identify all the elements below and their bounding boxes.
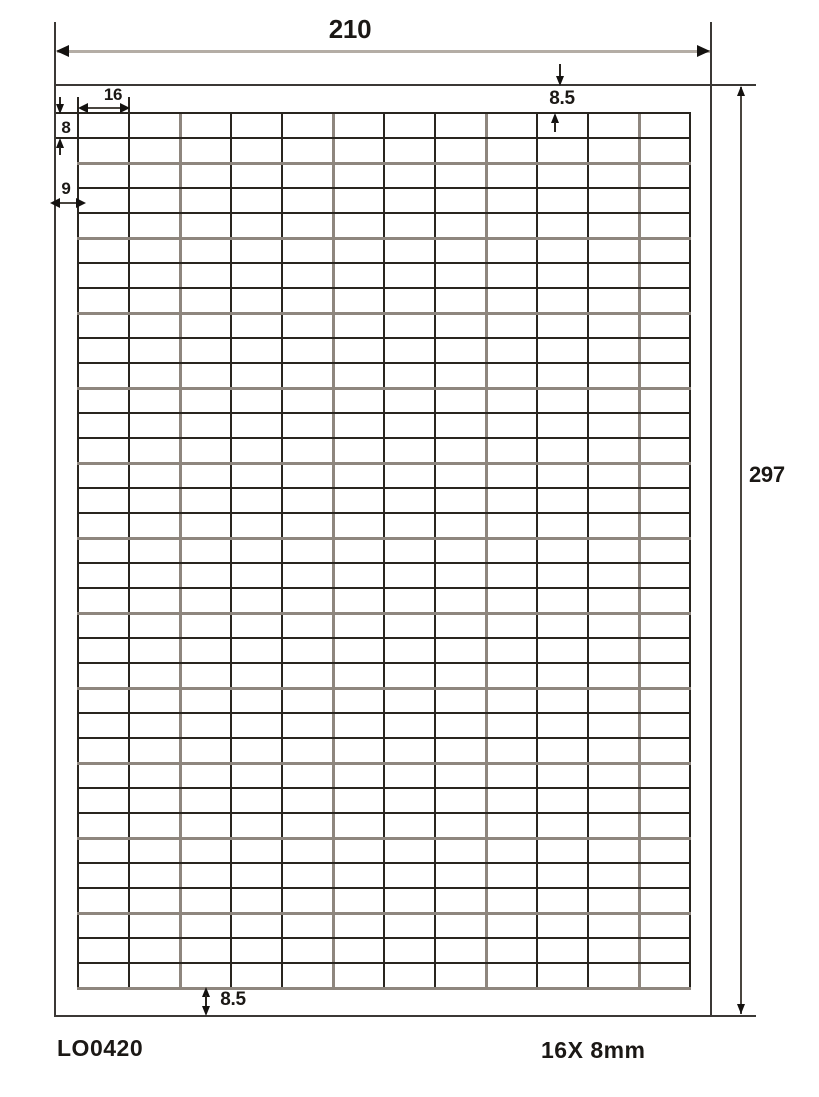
grid-line-horizontal: [77, 337, 691, 339]
grid-line-horizontal: [77, 787, 691, 789]
grid-line-horizontal: [77, 287, 691, 289]
arrow-right-icon: [76, 198, 86, 208]
dim-sheet-width-label: 210: [328, 14, 372, 44]
product-code: LO0420: [57, 1035, 144, 1061]
grid-line-horizontal: [77, 362, 691, 364]
grid-line-horizontal: [77, 237, 691, 240]
grid-line-horizontal: [77, 737, 691, 739]
grid-line-horizontal: [77, 762, 691, 765]
grid-line-vertical: [485, 112, 488, 989]
grid-line-vertical: [536, 112, 538, 989]
grid-line-vertical: [587, 112, 589, 989]
arrow-down-icon: [737, 1004, 745, 1014]
sheet-edge-top: [55, 84, 756, 86]
grid-line-horizontal: [77, 487, 691, 489]
grid-line-horizontal: [77, 837, 691, 840]
grid-line-vertical: [230, 112, 232, 989]
dim-margin-top-label: 8.5: [549, 88, 575, 109]
grid-line-vertical: [434, 112, 436, 989]
dim-label-width-label: 16: [103, 85, 123, 104]
grid-line-horizontal: [77, 187, 691, 189]
grid-line-horizontal: [77, 687, 691, 690]
arrow-down-icon: [56, 104, 64, 114]
grid-line-horizontal: [77, 162, 691, 165]
arrow-down-icon: [202, 1006, 210, 1016]
grid-line-vertical: [383, 112, 385, 989]
dim-margin-left-label: 9: [61, 179, 71, 198]
dim-margin-bottom-label: 8.5: [220, 989, 246, 1010]
grid-line-vertical: [179, 112, 182, 989]
grid-line-vertical: [638, 112, 641, 989]
grid-line-vertical: [281, 112, 283, 989]
grid-line-horizontal: [77, 587, 691, 589]
dim-sheet-height-label: 297: [749, 462, 785, 487]
arrow-right-icon: [697, 45, 710, 57]
grid-line-horizontal: [77, 537, 691, 540]
grid-line-horizontal: [77, 887, 691, 889]
grid-line-horizontal: [77, 712, 691, 714]
dim-8-tail-bottom: [59, 147, 61, 155]
grid-line-horizontal: [77, 812, 691, 814]
dim-210-line: [57, 50, 710, 53]
arrow-left-icon: [56, 45, 69, 57]
arrow-up-icon: [737, 86, 745, 96]
grid-line-vertical: [77, 112, 79, 989]
dim-297-line: [740, 87, 742, 1014]
sheet-edge-bottom: [55, 1015, 756, 1017]
sheet-edge-right: [710, 22, 712, 1017]
arrow-left-icon: [50, 198, 60, 208]
label-size-text: 16X 8mm: [541, 1037, 646, 1063]
grid-line-horizontal: [77, 462, 691, 465]
grid-line-horizontal: [77, 137, 691, 139]
grid-line-horizontal: [77, 412, 691, 414]
label-grid: [78, 113, 690, 988]
dim-85top-tail-down: [554, 122, 556, 132]
arrow-down-icon: [556, 76, 564, 86]
dim-label-height-label: 8: [61, 118, 71, 137]
grid-line-horizontal: [77, 112, 691, 114]
grid-line-vertical: [332, 112, 335, 989]
grid-line-horizontal: [77, 862, 691, 864]
grid-line-horizontal: [77, 212, 691, 214]
grid-line-horizontal: [77, 512, 691, 514]
sheet-edge-left: [54, 22, 56, 1017]
grid-line-horizontal: [77, 312, 691, 315]
grid-line-horizontal: [77, 562, 691, 564]
arrow-left-icon: [78, 103, 88, 113]
grid-line-vertical: [128, 112, 130, 989]
grid-line-horizontal: [77, 662, 691, 664]
grid-line-horizontal: [77, 262, 691, 264]
grid-line-horizontal: [77, 437, 691, 439]
grid-line-horizontal: [77, 962, 691, 964]
grid-line-horizontal: [77, 987, 691, 990]
grid-line-horizontal: [77, 937, 691, 939]
grid-line-horizontal: [77, 637, 691, 639]
grid-line-horizontal: [77, 612, 691, 615]
grid-line-vertical: [689, 112, 691, 989]
grid-line-horizontal: [77, 912, 691, 915]
grid-line-horizontal: [77, 387, 691, 390]
arrow-right-icon: [120, 103, 130, 113]
